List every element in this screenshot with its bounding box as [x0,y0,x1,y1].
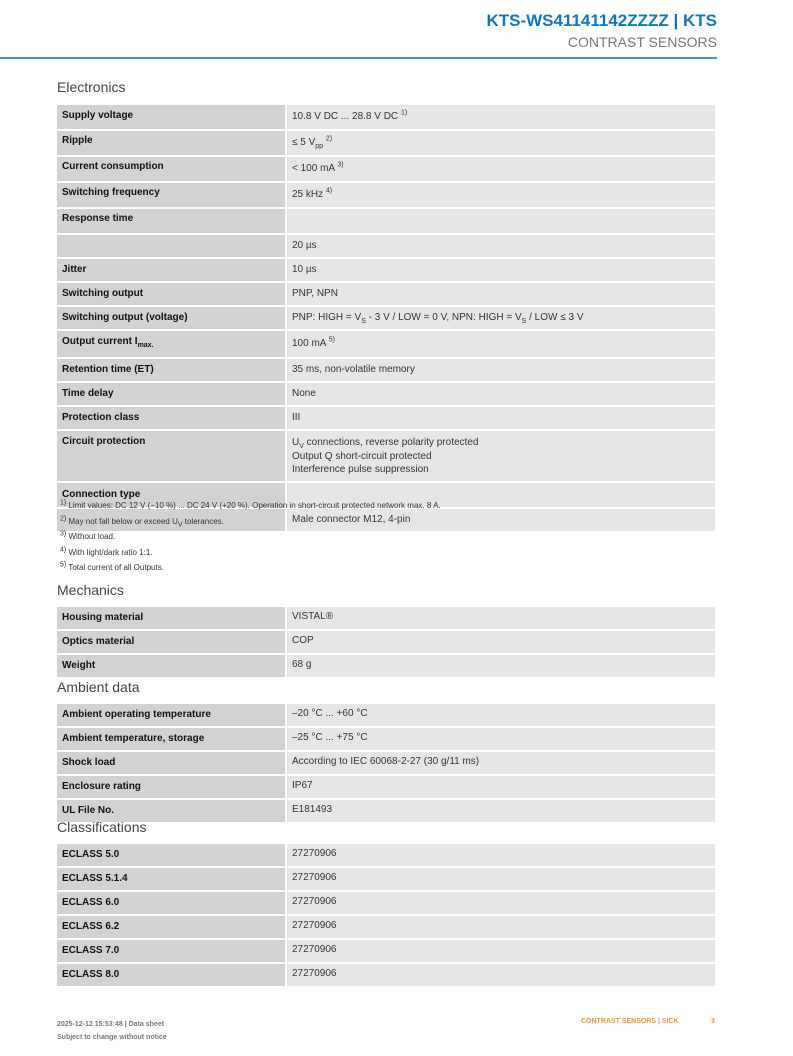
spec-label: Supply voltage [56,104,286,130]
spec-label: ECLASS 5.0 [56,843,286,867]
table-row [56,382,716,406]
footer-meta [57,1018,167,1044]
table-row [56,843,716,867]
table-row [56,703,716,727]
spec-label: Switching frequency [56,182,286,208]
spec-value: COP [286,630,716,654]
ambient-table [55,702,717,824]
table-row [56,606,716,630]
spec-value: < 100 mA $^{3)}$ [286,156,716,182]
table-row [56,156,716,182]
spec-value: 100 mA $^{5)}$ [286,330,716,358]
page-header [0,0,717,59]
footnote: $^{4)}$ With light/dark ratio 1:1. [60,545,153,557]
spec-label: Connection type [56,482,286,508]
spec-value: –20 °C ... +60 °C [286,703,716,727]
footer-disclaimer: Subject to change without notice [57,1034,167,1041]
footnote: $^{2)}$ May not fall below or exceed $U_V$ tolerances. [60,514,224,529]
table-row [56,867,716,891]
spec-label: Output current $I_{max.}$ [56,330,286,358]
spec-label: Current consumption [56,156,286,182]
table-row [56,630,716,654]
spec-value: 27270906 [286,963,716,987]
spec-value: IP67 [286,775,716,799]
spec-label: Optics material [56,630,286,654]
spec-label: Response time [56,208,286,234]
spec-label: ECLASS 6.2 [56,915,286,939]
spec-value [286,208,716,234]
electronics-table [55,103,717,533]
spec-value: 10.8 V DC ... 28.8 V DC $^{1)}$ [286,104,716,130]
table-row [56,891,716,915]
spec-value: PNP: HIGH = $V_S - 3$ V / LOW = 0 V, NPN: HIGH = $V_S$ / LOW ≤ 3 V [286,306,716,330]
table-row [56,208,716,234]
spec-label: ECLASS 5.1.4 [56,867,286,891]
spec-label: Time delay [56,382,286,406]
table-row [56,406,716,430]
spec-value: None [286,382,716,406]
table-row [56,282,716,306]
spec-label: Ambient operating temperature [56,703,286,727]
spec-value: E181493 [286,799,716,823]
spec-label: Jitter [56,258,286,282]
spec-value: 27270906 [286,867,716,891]
spec-value: VISTAL® [286,606,716,630]
table-row [56,330,716,358]
spec-value: 27270906 [286,915,716,939]
table-row [56,751,716,775]
spec-value: –25 °C ... +75 °C [286,727,716,751]
table-row [56,775,716,799]
spec-value: Male connector M12, 4-pin [286,508,716,532]
table-row [56,234,716,258]
table-row [56,430,716,482]
table-row [56,258,716,282]
table-row [56,130,716,156]
spec-label: Housing material [56,606,286,630]
product-category: CONTRAST SENSORS [567,34,717,50]
footnote: $^{1)}$ Limit values: DC 12 V (−10 %) ... DC 24 V (+20 %). Operation in short-circuit protected network max. 8 A. [60,499,441,510]
spec-label: Circuit protection [56,430,286,482]
product-title: KTS-WS41141142ZZZZ | KTS [486,11,717,30]
classifications-table [55,842,717,988]
section-title-electronics: Electronics [57,79,126,95]
spec-value: $U_V$ connections, reverse polarity protected Output Q short-circuit protected Interference pulse suppression [286,430,716,482]
spec-label: Shock load [56,751,286,775]
spec-label: Ripple [56,130,286,156]
table-row [56,963,716,987]
spec-value: ≤ 5 $V_{pp}$ $^{2)}$ [286,130,716,156]
spec-label: ECLASS 6.0 [56,891,286,915]
spec-value: 27270906 [286,891,716,915]
footnotes [60,498,441,576]
spec-value: 10 µs [286,258,716,282]
spec-label [56,234,286,258]
spec-value: According to IEC 60068-2-27 (30 g/11 ms) [286,751,716,775]
table-row [56,799,716,823]
spec-label: Weight [56,654,286,678]
spec-label: Protection class [56,406,286,430]
spec-value: 20 µs [286,234,716,258]
table-row [56,104,716,130]
spec-label: ECLASS 7.0 [56,939,286,963]
spec-label: Enclosure rating [56,775,286,799]
spec-value: PNP, NPN [286,282,716,306]
spec-value: 27270906 [286,939,716,963]
table-row [56,915,716,939]
spec-label: Retention time (ET) [56,358,286,382]
spec-label: ECLASS 8.0 [56,963,286,987]
spec-label: Switching output [56,282,286,306]
page-number: 3 [711,1018,715,1025]
spec-value: 68 g [286,654,716,678]
footer-brand: CONTRAST SENSORS | SICK [581,1018,679,1025]
spec-value: 27270906 [286,843,716,867]
footnote: $^{5)}$ Total current of all Outputs. [60,561,164,572]
spec-value: III [286,406,716,430]
mechanics-table [55,605,717,679]
table-row [56,727,716,751]
table-row [56,939,716,963]
spec-label: Ambient temperature, storage [56,727,286,751]
spec-value: 35 ms, non-volatile memory [286,358,716,382]
section-title-classifications: Classifications [57,819,147,835]
table-row [56,182,716,208]
table-row [56,306,716,330]
footer-timestamp: 2025-12-12 15:53:48 | Data sheet [57,1021,165,1028]
table-row [56,358,716,382]
footnote: $^{3)}$ Without load. [60,530,116,541]
spec-label: Switching output (voltage) [56,306,286,330]
table-row [56,654,716,678]
spec-value: 25 kHz $^{4)}$ [286,182,716,208]
section-title-ambient: Ambient data [57,679,140,695]
spec-label: UL File No. [56,799,286,823]
section-title-mechanics: Mechanics [57,582,124,598]
